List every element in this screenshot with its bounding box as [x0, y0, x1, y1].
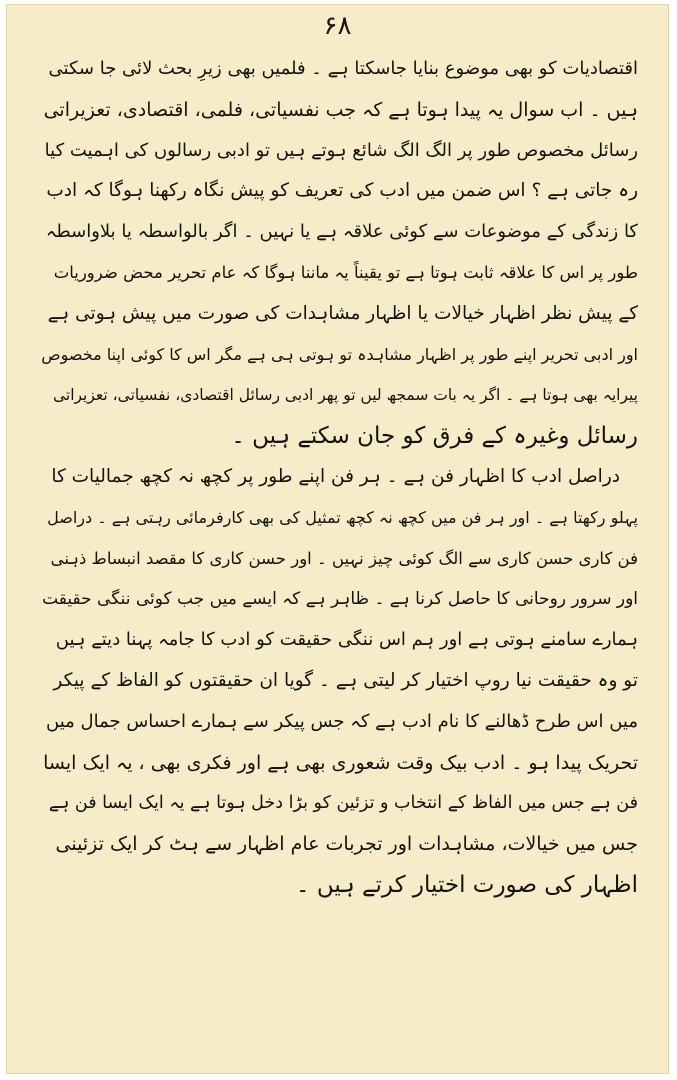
- text-line: پیرایہ بھی ہوتا ہے ۔ اگر یہ بات سمجھ لیں تو پھر ادبی رسائل اقتصادی، نفسیاتی، تعزیراتی: [52, 386, 638, 405]
- text-line: رہ جاتی ہے ؟ اس ضمن میں ادب کی تعریف کو پیش نگاہ رکھنا ہوگا کہ ادب: [46, 180, 638, 202]
- book-page: [6, 4, 669, 1074]
- page-text: [41, 49, 638, 906]
- text-line: ہیں ۔ اب سوال یہ پیدا ہوتا ہے کہ جب نفسیاتی، فلمی، اقتصادی، تعزیراتی: [43, 98, 638, 121]
- text-line: رسائل مخصوص طور پر الگ الگ شائع ہوتے ہیں تو ادبی رسالوں کی اہمیت کیا: [44, 139, 638, 161]
- text-line: اقتصادیات کو بھی موضوع بنایا جاسکتا ہے ۔ فلمیں بھی زیرِ بحث لائی جا سکتی: [48, 58, 638, 79]
- text-line: اظہار کی صورت اختیار کرتے ہیں ۔: [296, 871, 638, 898]
- text-line: کا زندگی کے موضوعات سے کوئی علاقہ ہے یا نہیں ۔ اگر بالواسطہ یا بلاواسطہ: [45, 221, 638, 243]
- text-line: جس میں خیالات، مشاہدات اور تجربات عام اظہار سے ہٹ کر ایک تزئینی: [55, 833, 638, 856]
- page-number: ۶۸: [323, 11, 352, 41]
- text-line: تحریک پیدا ہو ۔ ادب بیک وقت شعوری بھی ہے اور فکری بھی ، یہ ایک ایسا: [43, 751, 638, 774]
- text-line: فن ہے جس میں الفاظ کے انتخاب و تزئین کو بڑا دخل ہوتا ہے یہ ایک ایسا فن ہے: [48, 793, 638, 814]
- text-line: طور پر اس کا علاقہ ثابت ہوتا ہے تو یقیناً یہ ماننا ہوگا کہ عام تحریر محض ضروریات: [53, 262, 638, 282]
- text-line: فن کاری حسن کاری سے الگ کوئی چیز نہیں ۔ اور حسن کاری کا مقصد انبساط ذہنی: [50, 548, 638, 568]
- text-line: کے پیش نظر اظہار خیالات یا اظہار مشاہدات کی صورت میں پیش ہوتی ہے: [47, 302, 638, 324]
- text-line: رسائل وغیرہ کے فرق کو جان سکتے ہیں ۔: [231, 423, 638, 450]
- paragraph-start-line: دراصل ادب کا اظہار فن ہے ۔ ہر فن اپنے طور پر کچھ نہ کچھ جمالیات کا: [51, 465, 620, 487]
- text-line: میں اس طرح ڈھالنے کا نام ادب ہے کہ جس پیکر سے ہمارے احساس جمال میں: [46, 710, 638, 732]
- text-line: اور ادبی تحریر اپنے طور پر اظہار مشاہدہ تو ہوتی ہی ہے مگر اس کا کوئی اپنا مخصوص: [41, 344, 638, 364]
- text-line: پہلو رکھتا ہے ۔ اور ہر فن میں کچھ نہ کچھ تمثیل کی بھی کارفرمائی رہتی ہے ۔ دراصل: [47, 507, 638, 527]
- text-line: تو وہ حقیقت نیا روپ اختیار کر لیتی ہے ۔ گویا ان حقیقتوں کو الفاظ کے پیکر: [53, 669, 638, 691]
- text-line: ہمارے سامنے ہوتی ہے اور ہم اس ننگی حقیقت کو ادب کا جامہ پہنا دیتے ہیں: [55, 629, 638, 651]
- text-line: اور سرور روحانی کا حاصل کرنا ہے ۔ ظاہر ہے کہ ایسے میں جب کوئی ننگی حقیقت: [42, 589, 638, 610]
